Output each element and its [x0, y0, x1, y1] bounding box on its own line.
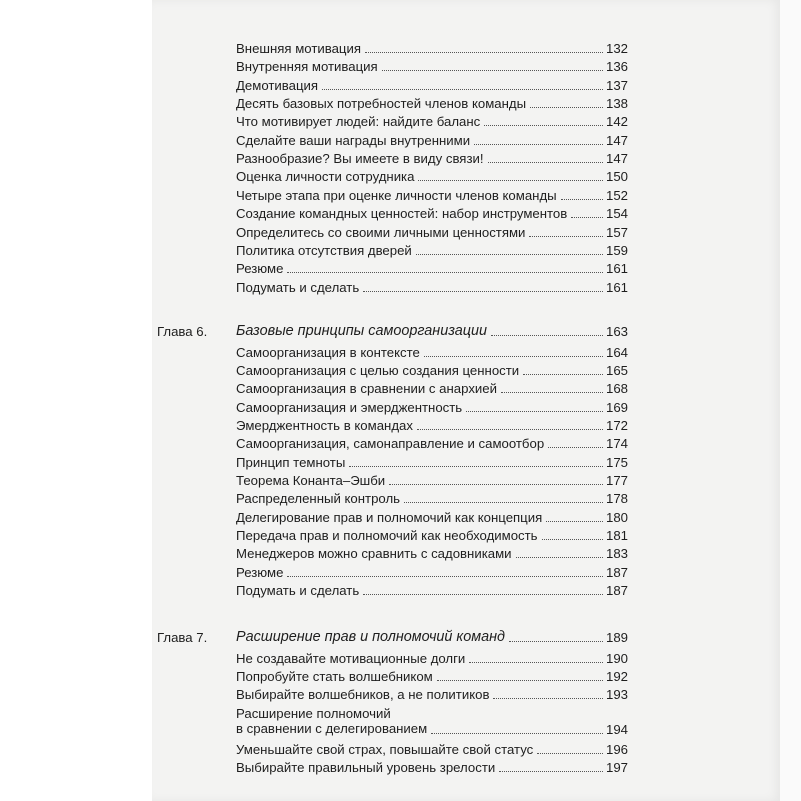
- dot-leader: [404, 502, 603, 503]
- toc-entry-title: Определитесь со своими личными ценностями: [236, 224, 526, 240]
- page-number: 142: [605, 114, 628, 130]
- page-number: 175: [605, 454, 628, 470]
- page-number: 147: [605, 132, 628, 148]
- toc-entry: [236, 378, 607, 396]
- page-number: 181: [605, 528, 628, 543]
- toc-entry: [236, 148, 607, 166]
- toc-entry-title: Подумать и сделать: [236, 583, 360, 599]
- page-number: 163: [605, 324, 628, 339]
- page-number: 165: [605, 362, 628, 378]
- page-number: 154: [605, 206, 628, 222]
- toc-entry: [236, 757, 607, 775]
- toc-entry: [236, 38, 607, 56]
- toc-entry: [236, 470, 607, 488]
- page-number: 194: [605, 721, 628, 737]
- toc-entry: [236, 93, 607, 111]
- toc-entry-title: Уменьшайте свой страх, повышайте свой статус: [236, 741, 534, 757]
- toc-entry: [236, 222, 607, 240]
- dot-leader: [424, 356, 603, 357]
- toc-entry-title-line1: Расширение полномочий: [236, 705, 391, 721]
- dot-leader: [484, 125, 603, 126]
- toc-entry: [236, 111, 607, 129]
- dot-leader: [488, 162, 603, 163]
- toc-entry-title: Резюме: [236, 564, 284, 580]
- toc-entry: [236, 507, 607, 525]
- toc-entry: [236, 562, 607, 580]
- dot-leader: [546, 521, 603, 522]
- dot-leader: [530, 107, 603, 108]
- dot-leader: [493, 698, 603, 699]
- toc-entry-title: Принцип темноты: [236, 454, 346, 470]
- chapter-label: Глава 6.: [157, 324, 208, 339]
- toc-entry: [236, 684, 607, 702]
- dot-leader: [523, 374, 603, 375]
- page-number: 159: [605, 242, 628, 258]
- dot-leader: [516, 557, 603, 558]
- chapter-heading: [236, 321, 607, 339]
- toc-entry: [236, 703, 607, 737]
- toc-entry: [236, 240, 607, 258]
- page-number: 190: [605, 650, 628, 666]
- page-number: 132: [605, 41, 628, 56]
- page-number: 178: [605, 491, 628, 507]
- page-number: 196: [605, 741, 628, 757]
- page-number: 177: [605, 472, 628, 488]
- dot-leader: [509, 641, 603, 642]
- toc-entry-title: Внешняя мотивация: [236, 41, 361, 56]
- toc-entry-title: Резюме: [236, 261, 284, 277]
- page-number: 189: [605, 630, 628, 645]
- toc-entry: [236, 666, 607, 684]
- dot-leader: [499, 771, 603, 772]
- page-number: 168: [605, 381, 628, 397]
- toc-entry-title: Демотивация: [236, 77, 319, 93]
- toc-entry: [236, 525, 607, 543]
- page-number: 187: [605, 583, 628, 599]
- dot-leader: [349, 466, 603, 467]
- dot-leader: [365, 52, 603, 53]
- page-number: 169: [605, 399, 628, 415]
- dot-leader: [529, 236, 603, 237]
- page-number: 161: [605, 261, 628, 277]
- toc-entry-title: Делегирование прав и полномочий как концепция: [236, 509, 543, 525]
- dot-leader: [466, 411, 603, 412]
- toc-entry: [236, 56, 607, 74]
- toc-entry-title: Расширение прав и полномочий команд: [236, 629, 505, 645]
- page-number: 193: [605, 687, 628, 703]
- toc-entry-title: [236, 706, 427, 737]
- toc-entry: [236, 277, 607, 295]
- page-number: 197: [605, 759, 628, 775]
- dot-leader: [322, 89, 603, 90]
- toc-entry-title: Создание командных ценностей: набор инструментов: [236, 206, 568, 222]
- toc-entry-title-line2: в сравнении с делегированием: [236, 721, 428, 737]
- toc-entry-title: Распределенный контроль: [236, 491, 401, 507]
- toc-entry: [236, 648, 607, 666]
- toc-entry-title: Подумать и сделать: [236, 279, 360, 295]
- toc-entry: [236, 130, 607, 148]
- toc-entry: [236, 342, 607, 360]
- page-number: 183: [605, 546, 628, 562]
- dot-leader: [363, 594, 603, 595]
- page-number: 161: [605, 279, 628, 295]
- toc-entry-title: Самоорганизация и эмерджентность: [236, 399, 463, 415]
- page-edge: [780, 0, 801, 801]
- toc-entry: [236, 580, 607, 598]
- toc-entry-title: Самоорганизация в контексте: [236, 344, 420, 360]
- dot-leader: [561, 199, 603, 200]
- page-number: 174: [605, 436, 628, 452]
- dot-leader: [501, 392, 603, 393]
- dot-leader: [537, 753, 603, 754]
- toc-entry: [236, 166, 607, 184]
- dot-leader: [287, 272, 603, 273]
- toc-entry: [236, 488, 607, 506]
- toc-entry-title: Менеджеров можно сравнить с садовниками: [236, 546, 512, 562]
- page-number: 192: [605, 668, 628, 684]
- chapter-label: Глава 7.: [157, 630, 208, 645]
- toc-entry: [236, 433, 607, 451]
- dot-leader: [287, 576, 603, 577]
- toc-entry: [236, 258, 607, 276]
- toc-entry-title: Самоорганизация с целью создания ценности: [236, 362, 520, 378]
- toc-entry: [236, 397, 607, 415]
- toc-entry-title: Оценка личности сотрудника: [236, 169, 415, 185]
- toc-entry-title: Что мотивирует людей: найдите баланс: [236, 114, 481, 130]
- toc-entry-title: Передача прав и полномочий как необходимость: [236, 528, 538, 543]
- page-number: 152: [605, 187, 628, 203]
- toc-entry: [236, 415, 607, 433]
- toc-entry-title: Теорема Конанта–Эшби: [236, 472, 386, 488]
- toc-entry-title: Выбирайте волшебников, а не политиков: [236, 687, 490, 703]
- dot-leader: [542, 539, 603, 540]
- toc-entry-title: Десять базовых потребностей членов команды: [236, 96, 527, 112]
- toc-entry-title: Эмерджентность в командах: [236, 417, 413, 433]
- dot-leader: [363, 291, 603, 292]
- toc-entry: [236, 360, 607, 378]
- toc-entry-title: Политика отсутствия дверей: [236, 242, 412, 258]
- page-number: 164: [605, 344, 628, 360]
- toc-entry: [236, 543, 607, 561]
- page-number: 180: [605, 509, 628, 525]
- dot-leader: [416, 254, 603, 255]
- toc-entry-title: Базовые принципы самоорганизации: [236, 323, 487, 339]
- dot-leader: [389, 484, 603, 485]
- page-number: 187: [605, 564, 628, 580]
- dot-leader: [418, 180, 603, 181]
- dot-leader: [548, 447, 603, 448]
- toc-entry-title: Попробуйте стать волшебником: [236, 668, 433, 684]
- page-number: 138: [605, 96, 628, 112]
- toc-entry-title: Самоорганизация в сравнении с анархией: [236, 381, 497, 397]
- toc-entry: [236, 185, 607, 203]
- dot-leader: [491, 335, 603, 336]
- dot-leader: [431, 733, 603, 734]
- toc-entry-title: Разнообразие? Вы имеете в виду связи!: [236, 151, 484, 167]
- toc-entry: [236, 739, 607, 757]
- toc-entry: [236, 203, 607, 221]
- page-number: 157: [605, 224, 628, 240]
- dot-leader: [437, 680, 603, 681]
- page-number: 172: [605, 417, 628, 433]
- dot-leader: [382, 70, 603, 71]
- dot-leader: [474, 144, 603, 145]
- toc-entry-title: Четыре этапа при оценке личности членов команды: [236, 187, 557, 203]
- dot-leader: [417, 429, 603, 430]
- toc-entry-title: Сделайте ваши награды внутренними: [236, 132, 471, 148]
- toc-entry: [236, 452, 607, 470]
- page-number: 136: [605, 59, 628, 75]
- page-number: 147: [605, 151, 628, 167]
- dot-leader: [571, 217, 603, 218]
- dot-leader: [469, 662, 603, 663]
- toc-entry-title: Выбирайте правильный уровень зрелости: [236, 759, 496, 775]
- toc-entry-title: Внутренняя мотивация: [236, 59, 378, 75]
- toc-entry-title: Не создавайте мотивационные долги: [236, 650, 466, 666]
- toc-entry: [236, 75, 607, 93]
- page-number: 137: [605, 77, 628, 93]
- chapter-heading: [236, 627, 607, 645]
- toc-entry-title: Самоорганизация, самонаправление и самоотбор: [236, 436, 545, 452]
- page-number: 150: [605, 169, 628, 185]
